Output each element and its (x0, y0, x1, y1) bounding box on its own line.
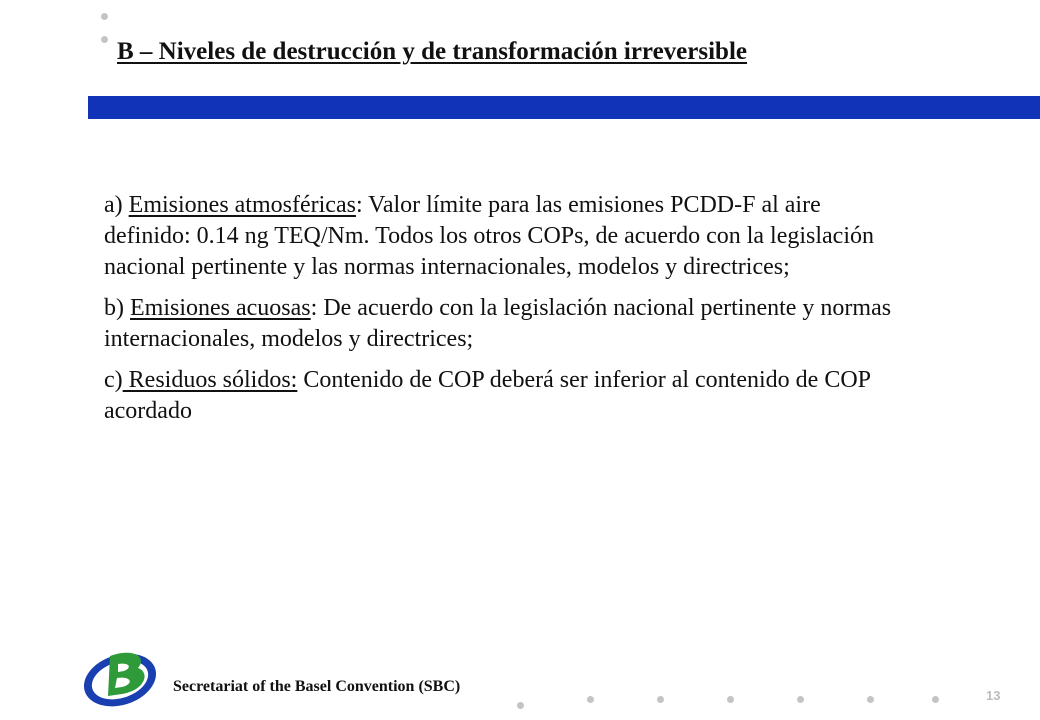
footer-organization: Secretariat of the Basel Convention (SBC) (173, 678, 461, 695)
item-term: Residuos sólidos: (122, 367, 298, 393)
title-accent-bar (88, 96, 1040, 119)
item-text: Valor límite para las emisiones PCDD-F al aire definido: 0.14 ng TEQ/Nm. Todos los otros COPs, de acuerdo con la legislación nacional pertinente y las normas internacionales, modelos y directrices; (104, 192, 875, 280)
decorative-dot (657, 696, 664, 703)
decorative-dot (101, 36, 108, 43)
item-separator: : (355, 192, 363, 218)
item-term: Emisiones acuosas (130, 295, 311, 321)
decorative-dot (867, 696, 874, 703)
decorative-dot (932, 696, 939, 703)
item-prefix: c) (104, 367, 123, 393)
item-separator: : (310, 295, 318, 321)
slide-content (104, 190, 904, 437)
item-text: De acuerdo con la legislación nacional pertinente y normas internacionales, modelos y directrices; (104, 295, 892, 352)
item-prefix: b) (104, 295, 130, 321)
slide-title: B – Niveles de destrucción y de transformación irreversible (117, 38, 747, 65)
page-number: 13 (986, 688, 1001, 703)
list-item (104, 190, 904, 283)
decorative-dot (727, 696, 734, 703)
decorative-dot (587, 696, 594, 703)
item-text: Contenido de COP deberá ser inferior al contenido de COP acordado (104, 367, 871, 424)
decorative-dot (797, 696, 804, 703)
basel-convention-logo-icon (80, 640, 164, 710)
list-item (104, 293, 904, 355)
list-item (104, 365, 904, 427)
decorative-dot (517, 702, 524, 709)
decorative-dot (101, 13, 108, 20)
item-prefix: a) (104, 192, 129, 218)
item-term: Emisiones atmosféricas (128, 192, 356, 218)
